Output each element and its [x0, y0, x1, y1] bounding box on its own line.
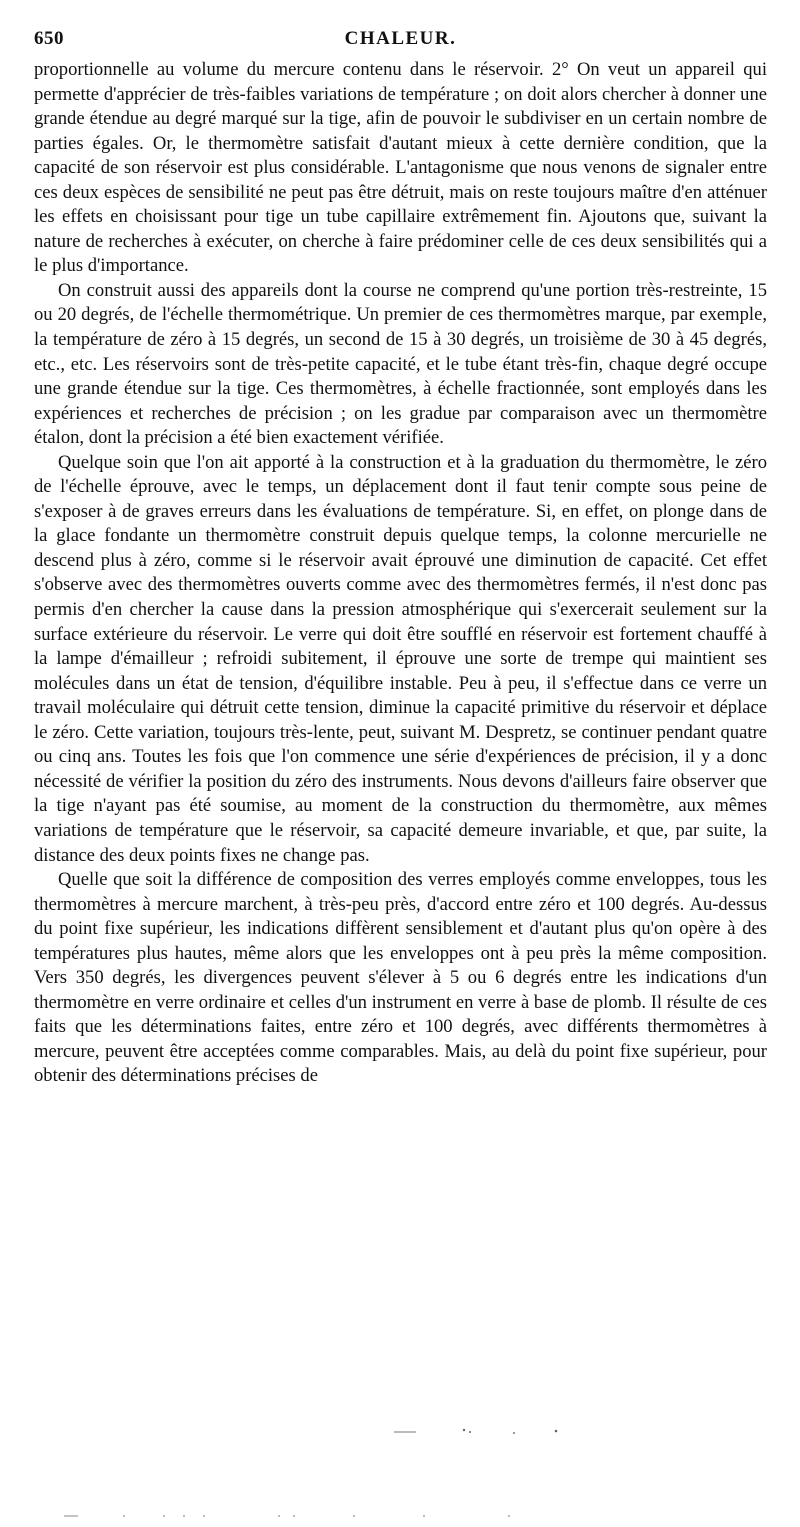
body-text: [34, 58, 767, 1089]
paragraph-glass-composition: Quelle que soit la différence de composition des verres employés comme enveloppes, tous les thermomètres à mercure marchent, à très-peu près, d'accord entre zéro et 100 degrés. Au-dessus du point fixe supérieur, les indications diffèrent sensiblement et d'autant plus qu'on opère à des températures plus hautes, même alors que les enveloppes ont à peu près la même composition. Vers 350 degrés, les divergences peuvent s'élever à 5 ou 6 degrés entre les indications d'un thermomètre en verre ordinaire et celles d'un instrument en verre à base de plomb. Il résulte de ces faits que les déterminations faites, entre zéro et 100 degrés, avec différents thermomètres à mercure, peuvent être acceptées comme comparables. Mais, au delà du point fixe supérieur, pour obtenir des déterminations précises de: [34, 869, 767, 1087]
paragraph-fractional-scale: On construit aussi des appareils dont la course ne comprend qu'une portion très-restreinte, 15 ou 20 degrés, de l'échelle thermométrique. Un premier de ces thermomètres marque, par exemple, la température de zéro à 15 degrés, un second de 15 à 30 degrés, un troisième de 30 à 45 degrés, etc., etc. Les réservoirs sont de très-petite capacité, et le tube étant très-fin, chaque degré occupe une grande étendue sur la tige. Ces thermomètres, à échelle fractionnée, sont employés dans les expériences et recherches de précision ; on les gradue par comparaison avec un thermomètre étalon, dont la précision a été bien exactement vérifiée.: [34, 279, 767, 449]
running-title: CHALEUR.: [344, 28, 457, 49]
page-number: 650: [34, 28, 64, 49]
speck-row-upper: [394, 1426, 574, 1436]
speck-row-lower: [64, 1511, 524, 1521]
print-specks: [34, 1421, 767, 1521]
paragraph-continuation: proportionnelle au volume du mercure contenu dans le réservoir. 2° On veut un appareil qui permette d'apprécier de très-faibles variations de température ; on doit alors chercher à donner une grande étendue au degré marqué sur la tige, afin de pouvoir le subdiviser en un certain nombre de parties égales. Or, le thermomètre satisfait d'autant mieux à cette dernière condition, que la capacité de son réservoir est plus considérable. L'antagonisme que nous venons de signaler entre ces deux espèces de sensibilité ne peut pas être détruit, mais on reste toujours maître d'en atténuer les effets en choisissant pour tige un tube capillaire extrêmement fin. Ajoutons que, suivant la nature de recherches à exécuter, on cherche à faire prédominer celle de ces deux sensibilités qui a le plus d'importance.: [34, 59, 767, 277]
book-page: [34, 26, 767, 1089]
paragraph-zero-displacement: Quelque soin que l'on ait apporté à la construction et à la graduation du thermomètre, le zéro de l'échelle éprouve, avec le temps, un déplacement dont il faut tenir compte sous peine de s'exposer à de graves erreurs dans les évaluations de température. Si, en effet, on plonge dans de la glace fondante un thermomètre construit depuis quelque temps, la colonne mercurielle ne descend plus à zéro, comme si le réservoir avait éprouvé une diminution de capacité. Cet effet s'observe avec des thermomètres ouverts comme avec des thermomètres fermés, il n'est donc pas permis d'en chercher la cause dans la pression atmosphérique qui s'exercerait seulement sur la surface extérieure du réservoir. Le verre qui doit être soufflé en réservoir est fortement chauffé à la lampe d'émailleur ; refroidi subitement, il éprouve une sorte de trempe qui maintient ses molécules dans un état de tension, d'équilibre instable. Peu à peu, il s'effectue dans ce verre un travail moléculaire qui détruit cette tension, diminue la capacité primitive du réservoir et déplace le zéro. Cette variation, toujours très-lente, peut, suivant M. Despretz, se continuer pendant quatre ou cinq ans. Toutes les fois que l'on commence une série d'expériences de précision, il y a donc nécessité de vérifier la position du zéro des instruments. Nous devons d'ailleurs faire observer que la tige n'ayant pas été soumise, au moment de la construction du thermomètre, aux mêmes variations de température que le réservoir, sa capacité demeure invariable, et que, par suite, la distance des deux points fixes ne change pas.: [34, 451, 767, 866]
running-head: [34, 26, 767, 58]
